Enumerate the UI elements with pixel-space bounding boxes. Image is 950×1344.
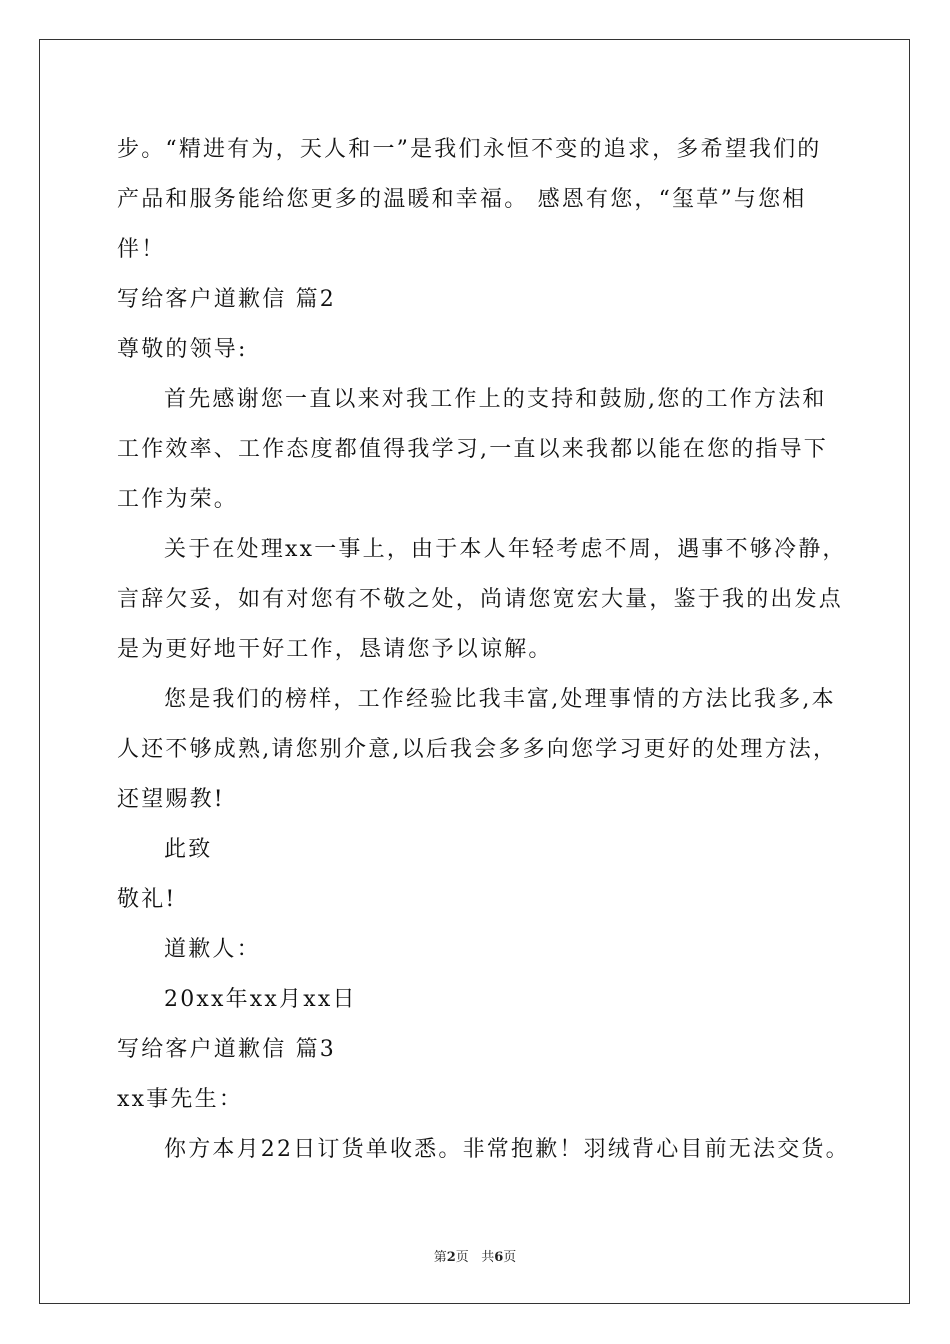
text-line: 您是我们的榜样，工作经验比我丰富,处理事情的方法比我多,本 — [164, 687, 836, 712]
date-line: 20xx年xx月xx日 — [164, 987, 357, 1012]
text-line: 还望赐教! — [117, 787, 225, 812]
section-heading: 写给客户道歉信 篇2 — [117, 287, 336, 312]
text-line: 言辞欠妥，如有对您有不敬之处，尚请您宽宏大量，鉴于我的出发点 — [117, 587, 844, 612]
page-number: 2 — [446, 1250, 456, 1265]
total-pages: 6 — [494, 1250, 504, 1265]
salutation: xx事先生： — [117, 1087, 244, 1112]
closing: 此致 — [164, 837, 213, 862]
section-heading: 写给客户道歉信 篇3 — [117, 1037, 336, 1062]
signature-label: 道歉人： — [164, 937, 261, 962]
text-line: 工作为荣。 — [117, 487, 239, 512]
total-prefix: 共 — [481, 1250, 495, 1265]
text-line: 你方本月22日订货单收悉。非常抱歉！羽绒背心目前无法交货。 — [164, 1137, 850, 1162]
page-suffix: 页 — [455, 1250, 469, 1265]
text-line: 是为更好地干好工作，恳请您予以谅解。 — [117, 637, 553, 662]
text-line: 工作效率、工作态度都值得我学习,一直以来我都以能在您的指导下 — [117, 437, 828, 462]
text-line: 产品和服务能给您更多的温暖和幸福。 感恩有您，“玺草”与您相 — [117, 187, 807, 212]
salutation: 尊敬的领导: — [117, 337, 248, 362]
text-line: 人还不够成熟,请您别介意,以后我会多多向您学习更好的处理方法， — [117, 737, 838, 762]
text-line: 关于在处理xx一事上，由于本人年轻考虑不周，遇事不够冷静， — [164, 537, 847, 562]
page-prefix: 第 — [433, 1250, 447, 1265]
text-line: 伴！ — [117, 237, 166, 262]
closing: 敬礼! — [117, 887, 177, 912]
page-footer — [0, 1246, 950, 1265]
total-suffix: 页 — [503, 1250, 517, 1265]
text-line: 首先感谢您一直以来对我工作上的支持和鼓励,您的工作方法和 — [164, 387, 827, 412]
text-line: 步。“精进有为，天人和一”是我们永恒不变的追求，多希望我们的 — [117, 137, 822, 162]
